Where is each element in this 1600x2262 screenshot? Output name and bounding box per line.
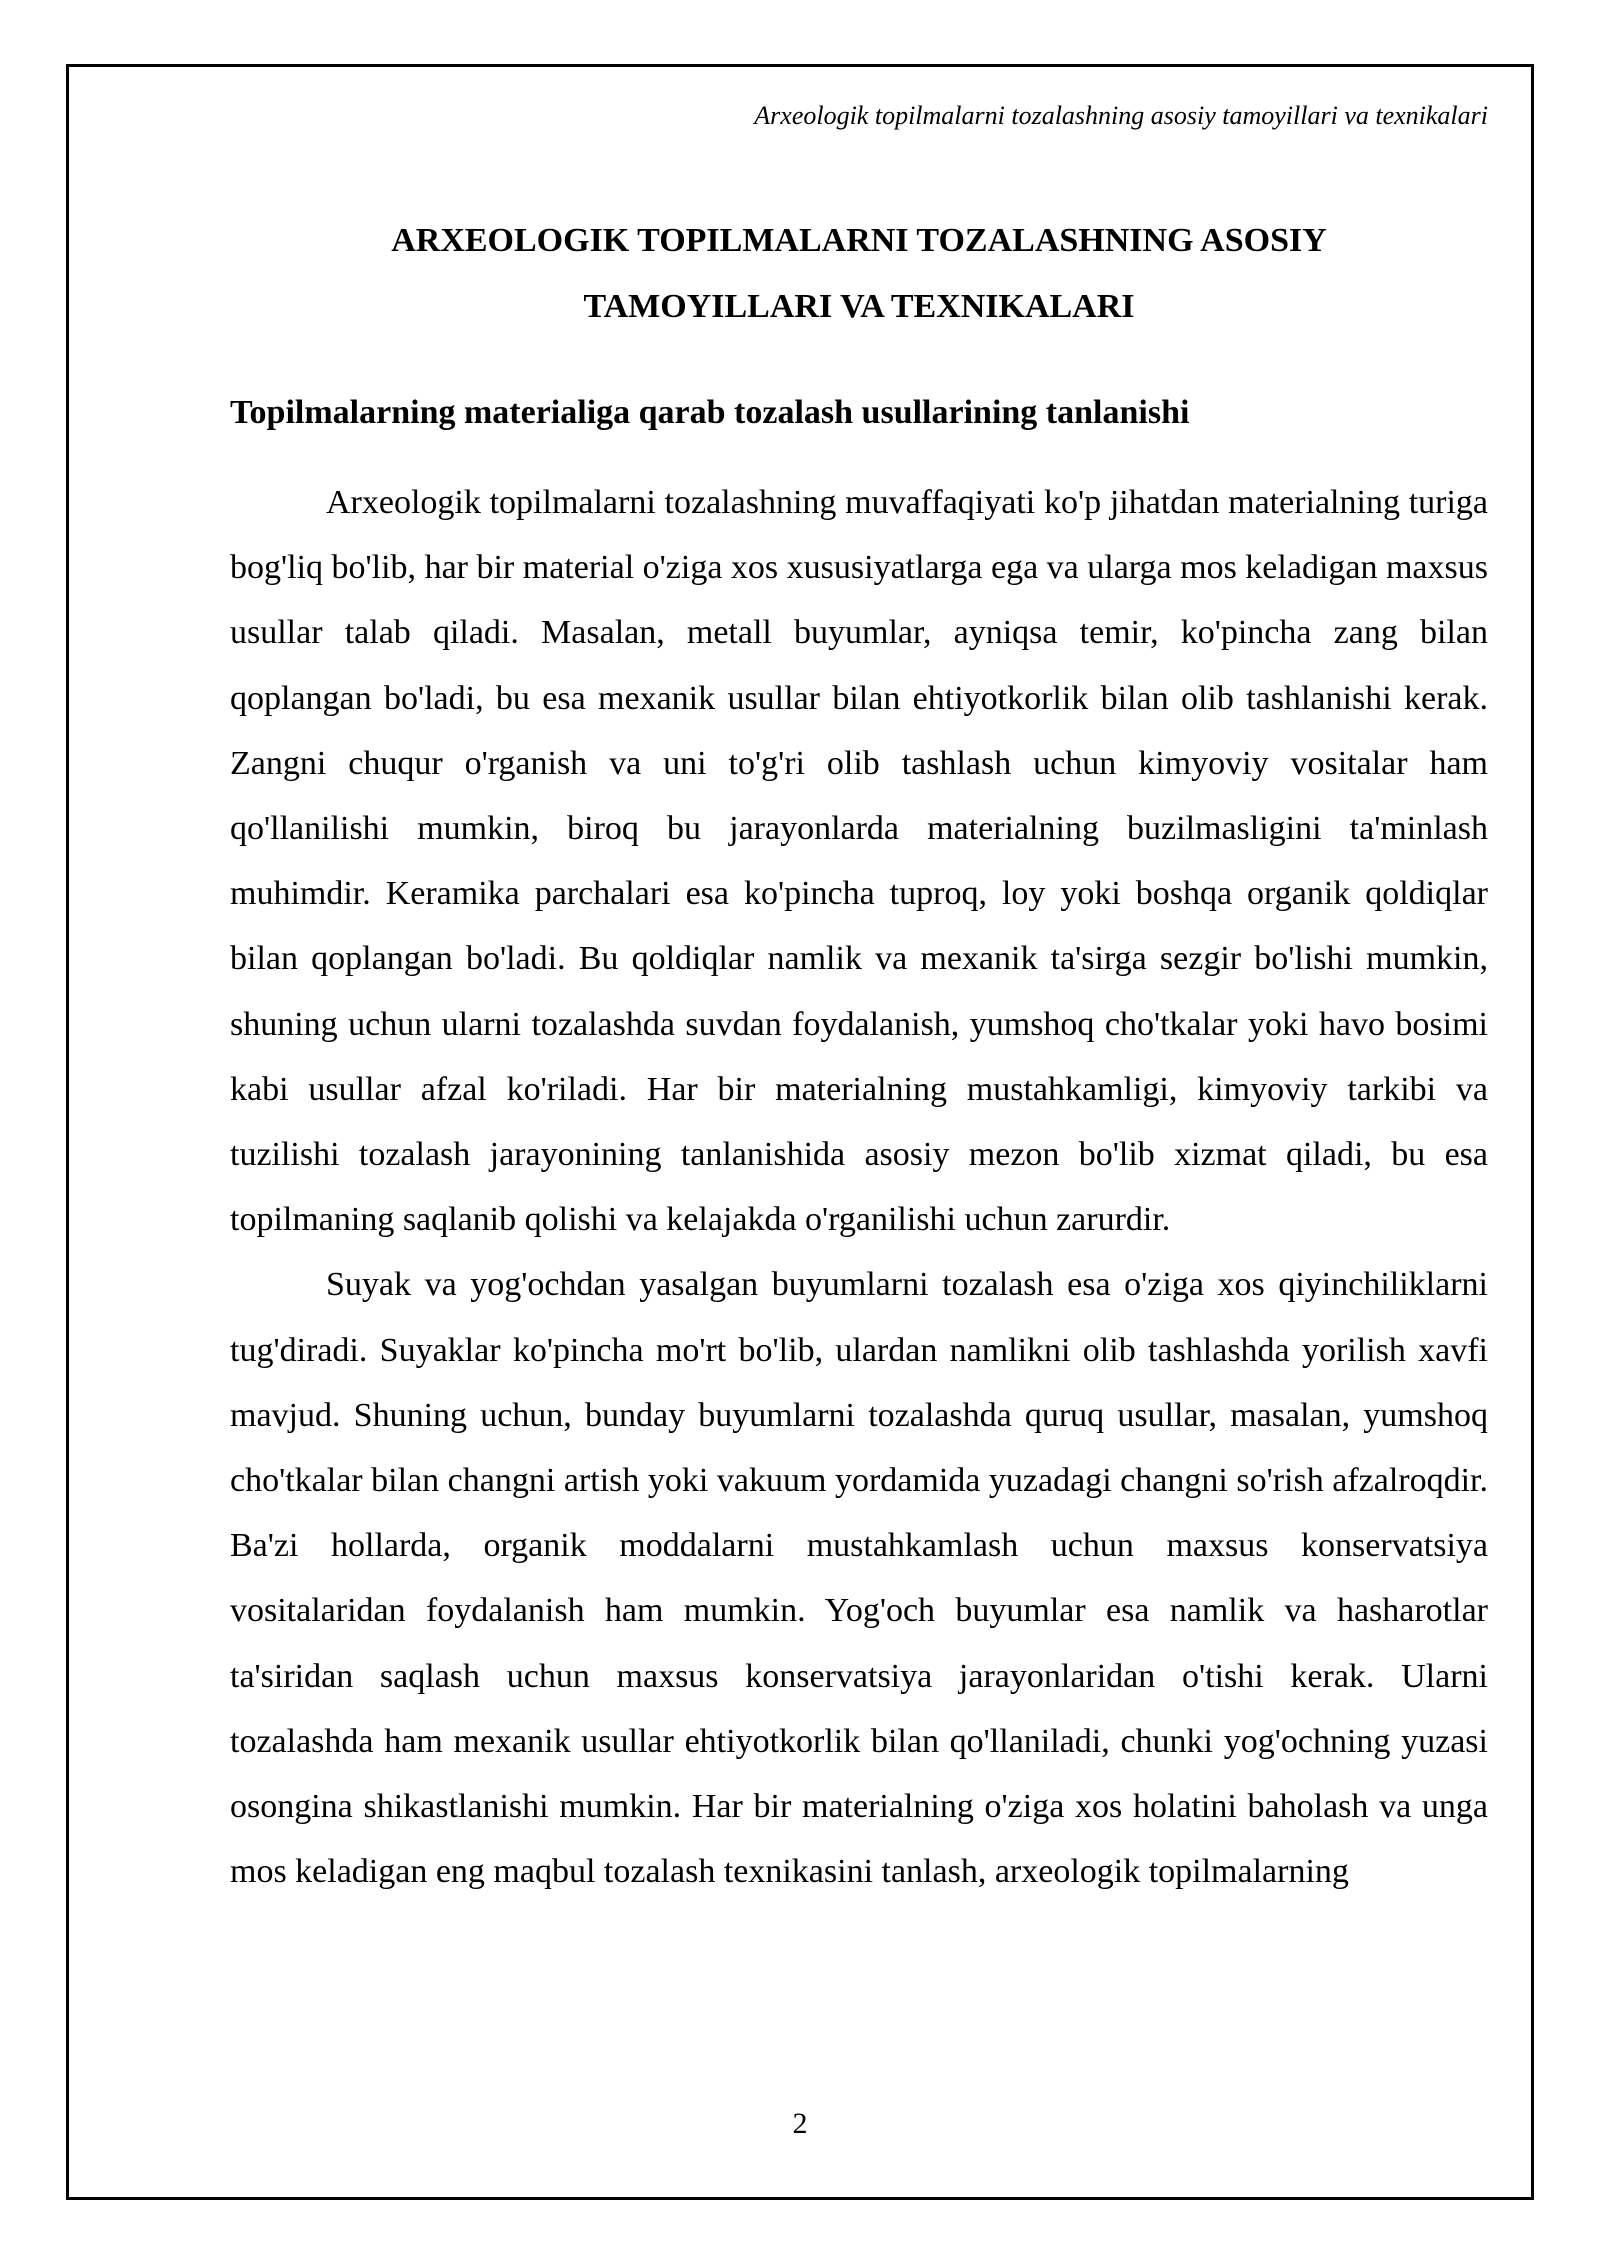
paragraph-2: Suyak va yog'ochdan yasalgan buyumlarni tozalash esa o'ziga xos qiyinchiliklarni tug'diradi. Suyaklar ko'pincha mo'rt bo'lib, ulardan namlikni olib tashlashda yorilish xavfi mavjud. Shuning uchun, bunday buyumlarni tozalashda quruq usullar, masalan, yumshoq cho'tkalar bilan changni artish yoki vakuum yordamida yuzadagi changni so'rish afzalroqdir. Ba'zi hollarda, organik moddalarni mustahkamlash uchun maxsus konservatsiya vositalaridan foydalanish ham mumkin. Yog'och buyumlar esa namlik va hasharotlar ta'siridan saqlash uchun maxsus konservatsiya jarayonlaridan o'tishi kerak. Ularni tozalashda ham mexanik usullar ehtiyotkorlik bilan qo'llaniladi, chunki yog'ochning yuzasi osongina shikastlanishi mumkin. Har bir materialning o'ziga xos holatini baholash va unga mos keladigan eng maqbul tozalash texnikasini tanlash, arxeologik topilmalarning — [230, 1266, 1488, 1891]
document-title-line-2: TAMOYILLARI VA TEXNIKALARI — [583, 288, 1135, 325]
document-title — [230, 208, 1488, 340]
paragraph-1: Arxeologik topilmalarni tozalashning muvaffaqiyati ko'p jihatdan materialning turiga bog'liq bo'lib, har bir material o'ziga xos xususiyatlarga ega va ularga mos keladigan maxsus usullar talab qiladi. Masalan, metall buyumlar, ayniqsa temir, ko'pincha zang bilan qoplangan bo'ladi, bu esa mexanik usullar bilan ehtiyotkorlik bilan olib tashlanishi kerak. Zangni chuqur o'rganish va uni to'g'ri olib tashlash uchun kimyoviy vositalar ham qo'llanilishi mumkin, biroq bu jarayonlarda materialning buzilmasligini ta'minlash muhimdir. Keramika parchalari esa ko'pincha tuproq, loy yoki boshqa organik qoldiqlar bilan qoplangan bo'ladi. Bu qoldiqlar namlik va mexanik ta'sirga sezgir bo'lishi mumkin, shuning uchun ularni tozalashda suvdan foydalanish, yumshoq cho'tkalar yoki havo bosimi kabi usullar afzal ko'riladi. Har bir materialning mustahkamligi, kimyoviy tarkibi va tuzilishi tozalash jarayonining tanlanishida asosiy mezon bo'lib xizmat qiladi, bu esa topilmaning saqlanib qolishi va kelajakda o'rganilishi uchun zarurdir. — [230, 484, 1488, 1239]
running-header: Arxeologik topilmalarni tozalashning asosiy tamoyillari va texnikalari — [754, 101, 1488, 130]
body-text — [230, 470, 1488, 1904]
section-heading: Topilmalarning materialiga qarab tozalash usullarining tanlanishi — [230, 394, 1190, 431]
page-number: 2 — [792, 2107, 808, 2140]
document-title-line-1: ARXEOLOGIK TOPILMALARNI TOZALASHNING ASOSIY — [391, 222, 1327, 259]
